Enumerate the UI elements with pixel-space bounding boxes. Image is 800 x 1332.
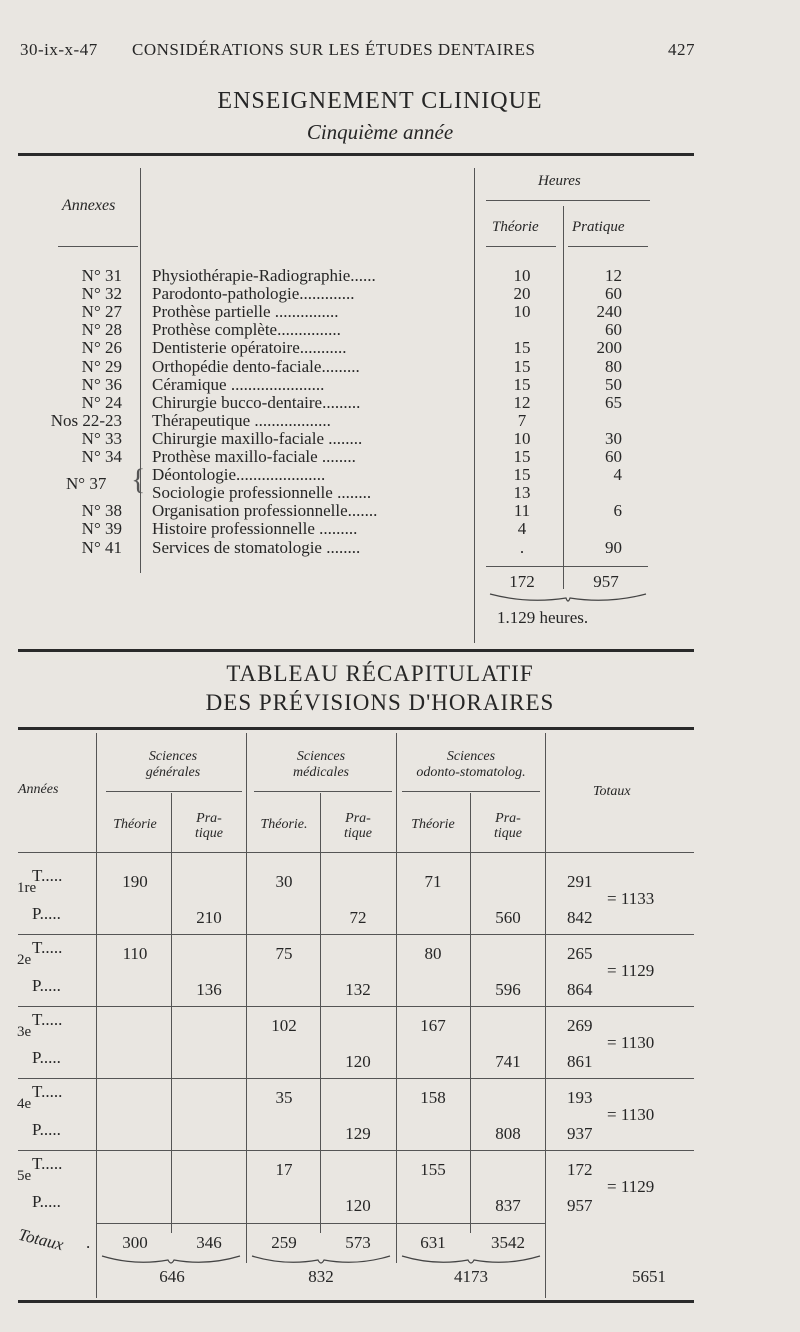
cell-pratique: 560 <box>495 908 521 927</box>
cell-theorie: 158 <box>420 1088 446 1107</box>
cell-theorie: 30 <box>275 872 293 891</box>
annexe-number: N° 41 <box>81 537 122 557</box>
cell-pratique: 808 <box>495 1124 521 1143</box>
subject-name: Histoire professionnelle ......... <box>152 519 358 539</box>
s1-total-brace <box>488 592 648 606</box>
section1-bottom-rule <box>18 649 694 652</box>
hours-theorie: 13 <box>513 483 531 503</box>
hours-theorie: 15 <box>513 338 531 358</box>
year-p-label: P..... <box>32 1048 61 1067</box>
subject-name: Parodonto-pathologie............. <box>152 284 355 304</box>
hours-theorie: 10 <box>513 266 531 285</box>
cell-theorie: 35 <box>275 1088 293 1107</box>
page-number: 427 <box>668 40 695 59</box>
hours-theorie: 10 <box>513 428 531 448</box>
cell-theorie: 167 <box>420 1016 446 1035</box>
col-pratique: Pratique <box>572 219 625 235</box>
cell-theorie: 102 <box>271 1016 297 1035</box>
s2-vline-1 <box>96 733 97 1298</box>
g3-theorie: Théorie <box>411 817 455 832</box>
cell-pratique: 120 <box>345 1196 371 1215</box>
cell-theorie: 75 <box>275 944 293 963</box>
group3-l2: odonto-stomatolog. <box>416 765 526 780</box>
section1-top-rule <box>18 153 694 156</box>
annexe-number: N° 28 <box>81 320 122 340</box>
hours-theorie: 11 <box>513 501 531 521</box>
hours-pratique: 90 <box>605 537 622 557</box>
s1-vline-subject <box>474 168 475 643</box>
row-total-t: 193 <box>567 1088 593 1107</box>
g3-total-brace <box>400 1254 542 1268</box>
cell-theorie: 17 <box>275 1160 293 1179</box>
hours-theorie: 15 <box>513 465 531 485</box>
col-theorie: Théorie <box>492 219 539 235</box>
group3-l1: Sciences <box>446 749 496 764</box>
cell-pratique: 72 <box>349 908 367 927</box>
subject-name: Organisation professionnelle....... <box>152 501 378 521</box>
row-total-t: 172 <box>567 1160 593 1179</box>
col-annees: Années <box>18 782 59 797</box>
subject-name: Physiothérapie-Radiographie...... <box>152 266 376 285</box>
group1-l2: générales <box>145 765 201 780</box>
year-separator <box>18 934 694 935</box>
year-t-label: T..... <box>32 1010 63 1029</box>
row-total-t: 269 <box>567 1016 593 1035</box>
brace-37: { <box>131 463 146 496</box>
row-total-p: 957 <box>567 1196 593 1215</box>
row-total-p: 842 <box>567 908 593 927</box>
row-total-p: 937 <box>567 1124 593 1143</box>
annexe-37: N° 37 <box>66 474 107 493</box>
annexe-number: N° 26 <box>81 338 122 358</box>
s2-vline-g3 <box>470 793 471 1233</box>
hours-pratique: 65 <box>605 392 622 412</box>
annexe-number: N° 36 <box>81 374 122 394</box>
s2-hline-g1 <box>106 791 242 792</box>
total-g1-t: 300 <box>122 1233 148 1252</box>
row-total-t: 291 <box>567 872 593 891</box>
year-separator <box>18 1006 694 1007</box>
g1-total-brace <box>100 1254 242 1268</box>
s2-hline-g3 <box>402 791 540 792</box>
subject-name: Prothèse maxillo-faciale ........ <box>152 447 356 466</box>
totaux-label: Totaux <box>16 1224 66 1255</box>
s2-vline-3 <box>396 733 397 1263</box>
hours-theorie: 15 <box>513 447 531 466</box>
subject-name: Thérapeutique .................. <box>152 410 331 430</box>
hours-pratique: 60 <box>605 284 622 304</box>
total-g2-t: 259 <box>271 1233 297 1252</box>
cell-pratique: 120 <box>345 1052 371 1071</box>
g1-pratique-l2: tique <box>195 826 223 841</box>
cell-pratique: 210 <box>196 908 222 927</box>
s2-vline-2 <box>246 733 247 1263</box>
section1-subtitle: Cinquième année <box>306 120 454 144</box>
year-label: 1re <box>17 880 37 896</box>
section2-bottom-rule <box>18 1300 694 1303</box>
hours-theorie: 15 <box>513 374 531 394</box>
header-date: 30-ix-x-47 <box>20 40 98 59</box>
running-title: CONSIDÉRATIONS SUR LES ÉTUDES DENTAIRES <box>132 40 536 59</box>
group2-l1: Sciences <box>296 749 346 764</box>
annexe-number: N° 33 <box>81 428 122 448</box>
total-g2-p: 573 <box>345 1233 371 1252</box>
annexe-number: Nos 22-23 <box>50 410 122 430</box>
hours-pratique: 80 <box>605 356 622 376</box>
g2-total-brace <box>250 1254 392 1268</box>
s1-grand-total: 1.129 heures. <box>497 608 589 627</box>
year-label: 3e <box>17 1024 32 1040</box>
col-annexes: Annexes <box>62 197 116 214</box>
hours-theorie: 20 <box>513 284 531 304</box>
subject-name: Orthopédie dento-faciale......... <box>152 356 360 376</box>
annexe-number: N° 31 <box>81 266 122 285</box>
year-p-label: P..... <box>32 976 61 995</box>
subject-name: Chirurgie maxillo-faciale ........ <box>152 428 363 448</box>
annexe-number: N° 34 <box>81 447 122 466</box>
g1-pratique-l1: Pra- <box>196 811 222 826</box>
hours-theorie: . <box>519 537 525 557</box>
subject-name: Dentisterie opératoire........... <box>152 338 347 358</box>
cell-theorie: 190 <box>122 872 148 891</box>
section1-title: ENSEIGNEMENT CLINIQUE <box>217 88 543 114</box>
hours-theorie: 4 <box>517 519 527 539</box>
s1-hline-theorie <box>486 246 556 247</box>
totaux-dot: . <box>86 1233 91 1252</box>
year-t-label: T..... <box>32 1082 63 1101</box>
year-separator <box>18 1078 694 1079</box>
hours-pratique: 60 <box>605 447 622 466</box>
annexe-number: N° 38 <box>81 501 122 521</box>
g3-pratique-l2: tique <box>494 826 522 841</box>
cell-pratique: 741 <box>495 1052 521 1071</box>
hours-pratique: 30 <box>605 428 622 448</box>
s2-header-bottom <box>18 852 694 853</box>
annexe-number: N° 27 <box>81 302 122 322</box>
row-sum: = 1133 <box>607 889 655 908</box>
year-t-label: T..... <box>32 866 63 885</box>
row-total-p: 864 <box>567 980 593 999</box>
g3-pratique-l1: Pra- <box>495 811 521 826</box>
s1-hline-annexes <box>58 246 138 247</box>
row-sum: = 1129 <box>607 1177 655 1196</box>
cell-pratique: 136 <box>196 980 222 999</box>
g1-theorie: Théorie <box>113 817 157 832</box>
year-t-label: T..... <box>32 1154 63 1173</box>
subject-name: Prothèse partielle ............... <box>152 302 339 322</box>
s2-hline-g2 <box>254 791 392 792</box>
annexe-number: N° 39 <box>81 519 122 539</box>
s1-total-theorie: 172 <box>509 572 535 591</box>
hours-pratique: 4 <box>613 465 622 485</box>
section2-title-line2: DES PRÉVISIONS D'HORAIRES <box>205 690 555 715</box>
year-p-label: P..... <box>32 1192 61 1211</box>
cell-theorie: 80 <box>424 944 442 963</box>
subject-name: Déontologie..................... <box>152 465 326 485</box>
row-total-p: 861 <box>567 1052 593 1071</box>
year-t-label: T..... <box>32 938 63 957</box>
g2-theorie: Théorie. <box>260 817 308 832</box>
cell-pratique: 596 <box>495 980 521 999</box>
hours-theorie: 7 <box>517 410 527 430</box>
annexe-number: N° 32 <box>81 284 122 304</box>
total-g3-t: 631 <box>420 1233 446 1252</box>
subject-name: Prothèse complète............... <box>152 320 341 340</box>
hours-pratique: 12 <box>605 266 622 285</box>
g2-pratique-l2: tique <box>344 826 372 841</box>
year-label: 5e <box>17 1168 32 1184</box>
hours-pratique: 200 <box>596 338 622 358</box>
s1-hline-pratique <box>568 246 648 247</box>
hours-theorie: 10 <box>513 302 531 322</box>
col-heures: Heures <box>538 173 581 189</box>
year-label: 4e <box>17 1096 32 1112</box>
subject-name: Sociologie professionnelle ........ <box>152 483 372 503</box>
group-total-1: 646 <box>159 1267 185 1286</box>
group1-l1: Sciences <box>148 749 198 764</box>
hours-pratique: 240 <box>596 302 622 322</box>
annexe-number: N° 24 <box>81 392 122 412</box>
total-g3-p: 3542 <box>491 1233 525 1252</box>
cell-theorie: 155 <box>420 1160 446 1179</box>
subject-name: Services de stomatologie ........ <box>152 537 361 557</box>
hours-pratique: 50 <box>605 374 622 394</box>
row-total-t: 265 <box>567 944 593 963</box>
group2-l2: médicales <box>293 765 349 780</box>
subject-name: Chirurgie bucco-dentaire......... <box>152 392 361 412</box>
hours-theorie: 15 <box>513 356 531 376</box>
cell-pratique: 129 <box>345 1124 371 1143</box>
grand-total: 5651 <box>632 1267 666 1286</box>
cell-pratique: 837 <box>495 1196 521 1215</box>
row-sum: = 1129 <box>607 961 655 980</box>
annexe-number: N° 29 <box>81 356 122 376</box>
s1-hline-heures <box>486 200 650 201</box>
hours-theorie: 12 <box>513 392 531 412</box>
g2-pratique-l1: Pra- <box>345 811 371 826</box>
subject-name: Céramique ...................... <box>152 374 325 394</box>
s1-total-rule <box>486 566 648 567</box>
cell-theorie: 110 <box>122 944 148 963</box>
col-totaux: Totaux <box>593 784 631 799</box>
totals-separator <box>96 1223 546 1224</box>
s2-vline-g1 <box>171 793 172 1233</box>
section2-top-rule <box>18 727 694 730</box>
year-p-label: P..... <box>32 904 61 923</box>
cell-pratique: 132 <box>345 980 371 999</box>
s1-total-pratique: 957 <box>593 572 619 591</box>
total-g1-p: 346 <box>196 1233 222 1252</box>
year-p-label: P..... <box>32 1120 61 1139</box>
hours-pratique: 60 <box>605 320 622 340</box>
row-sum: = 1130 <box>607 1033 655 1052</box>
section2-title-line1: TABLEAU RÉCAPITULATIF <box>226 661 534 686</box>
row-sum: = 1130 <box>607 1105 655 1124</box>
group-total-2: 832 <box>308 1267 334 1286</box>
group-total-3: 4173 <box>454 1267 488 1286</box>
year-label: 2e <box>17 952 32 968</box>
cell-theorie: 71 <box>424 872 442 891</box>
hours-pratique: 6 <box>613 501 622 521</box>
year-separator <box>18 1150 694 1151</box>
s1-vline-annexes <box>140 168 141 573</box>
